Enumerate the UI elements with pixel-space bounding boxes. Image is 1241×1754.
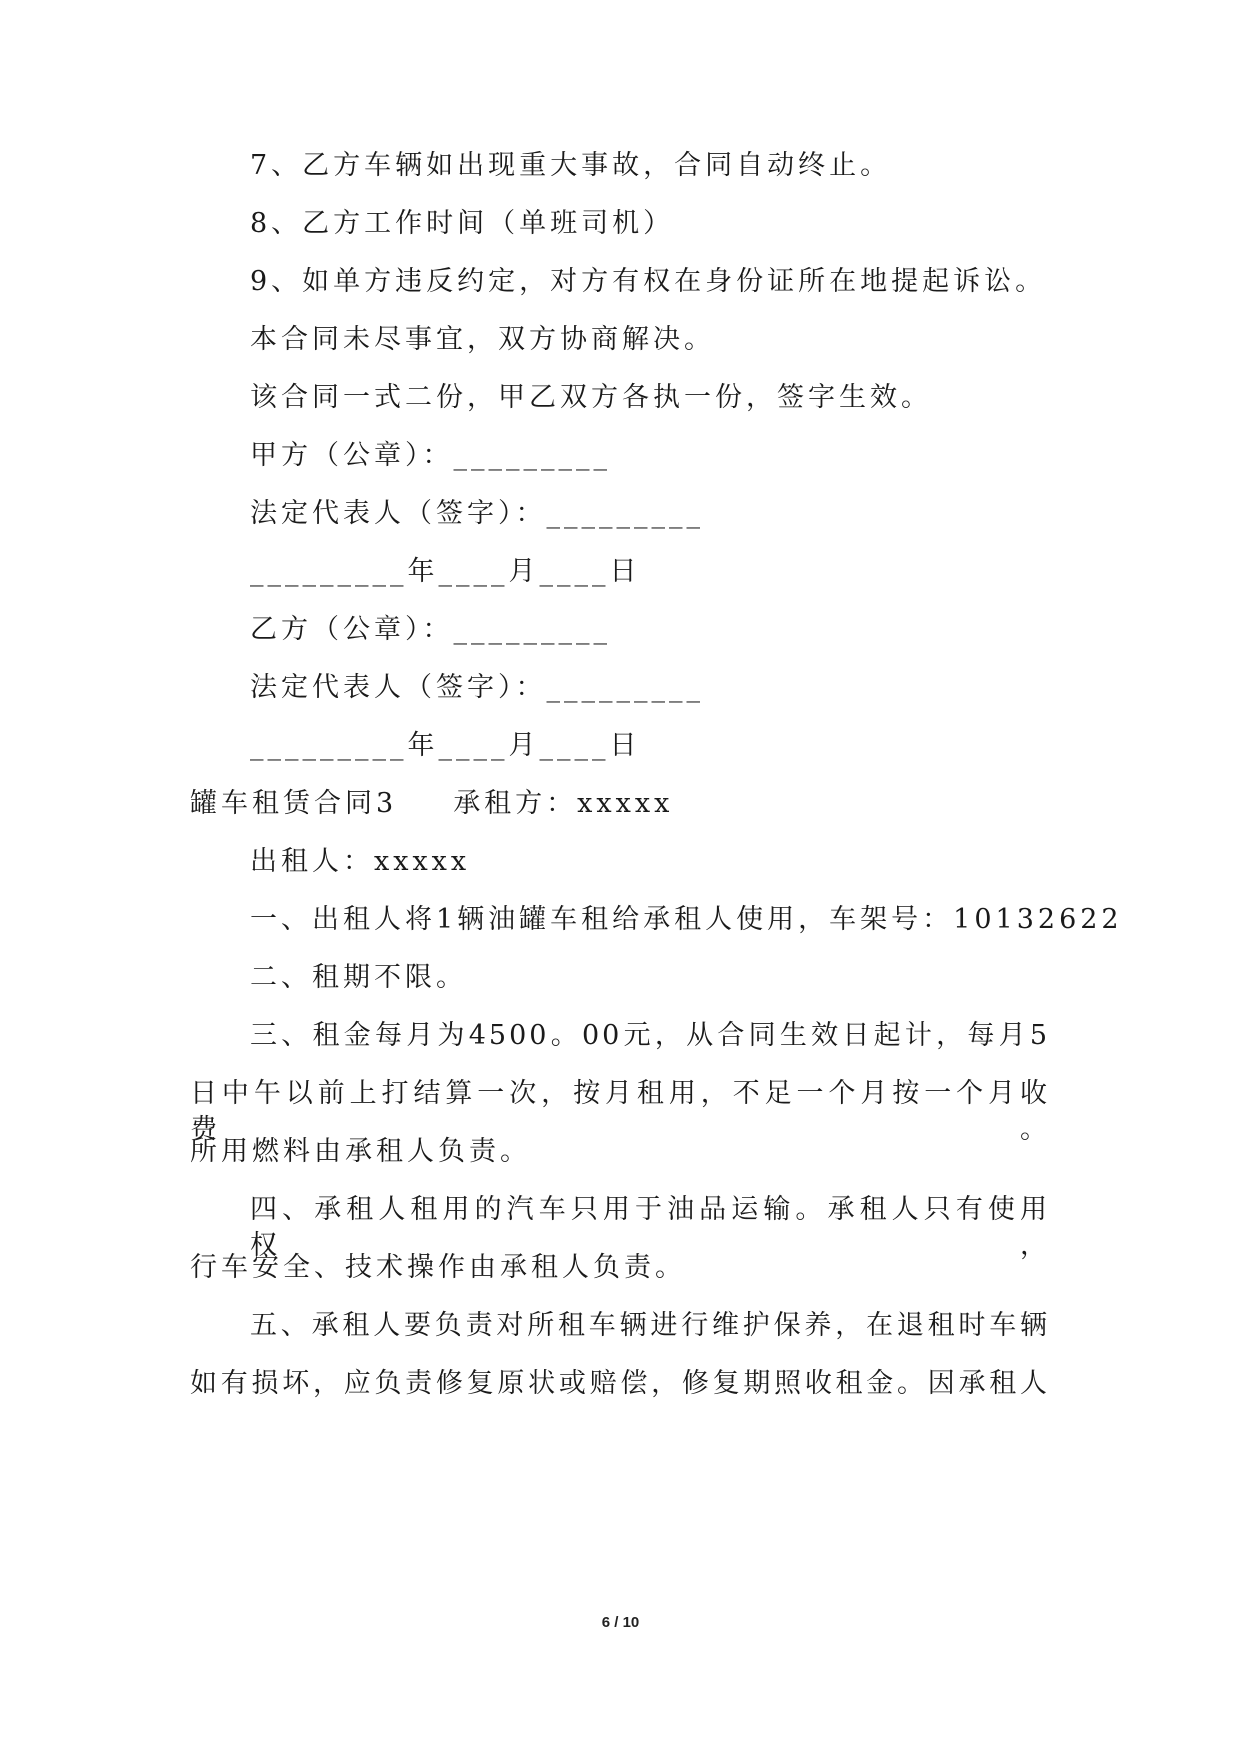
clause-four-line-1: 四、承租人租用的汽车只用于油品运输。承租人只有使用权，: [250, 1194, 1050, 1261]
clause-one: 一、出租人将1辆油罐车租给承租人使用，车架号：10132622: [250, 904, 1123, 935]
clause-9: 9、如单方违反约定，对方有权在身份证所在地提起诉讼。: [250, 266, 1047, 297]
unresolved-matters-text: 本合同未尽事宜，双方协商解决。: [250, 324, 715, 355]
clause-four-line-2: 行车安全、技术操作由承租人负责。: [190, 1252, 686, 1283]
clause-three-line-2: 日中午以前上打结算一次，按月租用，不足一个月按一个月收费。: [190, 1078, 1050, 1145]
clause-three-line-3: 所用燃料由承租人负责。: [190, 1136, 531, 1167]
contract-3-title: 罐车租赁合同3: [190, 788, 398, 819]
clause-7: 7、乙方车辆如出现重大事故，合同自动终止。: [250, 150, 892, 181]
clause-8: 8、乙方工作时间（单班司机）: [250, 208, 675, 239]
lessor-line: 出租人：xxxxx: [250, 846, 471, 877]
page-number: 6 / 10: [601, 1614, 640, 1631]
party-b-date-line: _________年____月____日: [250, 730, 641, 761]
party-b-representative-line: 法定代表人（签字）：_________: [250, 672, 704, 703]
party-a-representative-line: 法定代表人（签字）：_________: [250, 498, 704, 529]
clause-five-line-2: 如有损坏，应负责修复原状或赔偿，修复期照收租金。因承租人: [190, 1368, 1050, 1399]
clause-five-line-1: 五、承租人要负责对所租车辆进行维护保养，在退租时车辆: [250, 1310, 1050, 1341]
party-a-seal-line: 甲方（公章）：_________: [250, 440, 611, 471]
party-a-date-line: _________年____月____日: [250, 556, 641, 587]
contract-3-lessee: 承租方：xxxxx: [453, 788, 674, 819]
clause-two: 二、租期不限。: [250, 962, 467, 993]
contract-3-heading-line: [190, 786, 673, 822]
copies-text: 该合同一式二份，甲乙双方各执一份，签字生效。: [250, 382, 932, 413]
party-b-seal-line: 乙方（公章）：_________: [250, 614, 611, 645]
clause-three-line-1: 三、租金每月为4500。00元，从合同生效日起计，每月5: [250, 1020, 1050, 1051]
